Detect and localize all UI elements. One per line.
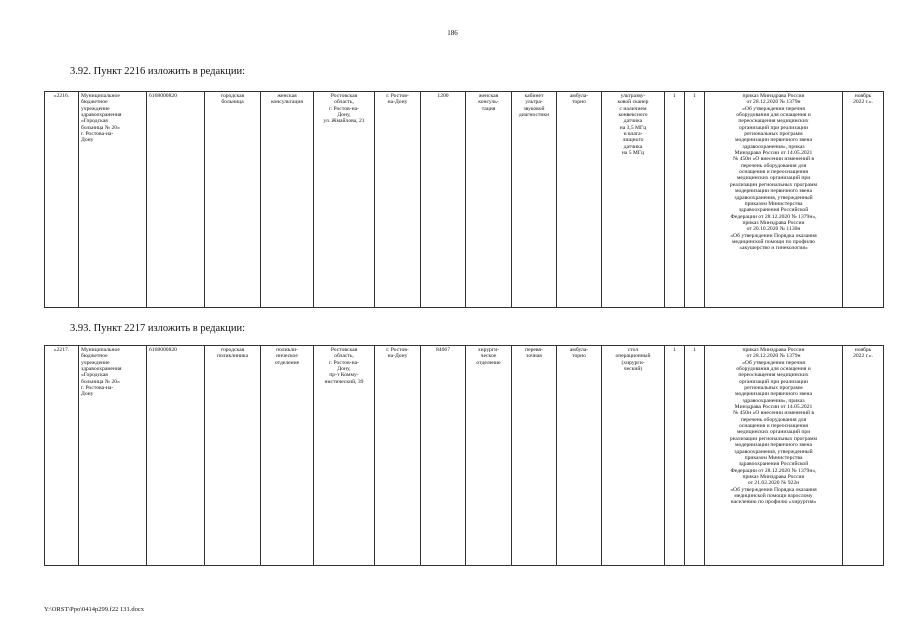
cell-equipment: стол операционный (хирурги- ческий) (602, 346, 665, 566)
cell-equipment: ультразву- ковой сканер с наличием конвексного датчика на 3,5 МГц и влага- лищного датчика на 5 МГц (602, 92, 665, 308)
cell-address: Ростовская область, г. Ростов-на- Дону, пр-т Комму- нистический, 39 (314, 346, 375, 566)
cell-unit: поликли- ническое отделение (261, 346, 314, 566)
cell-code: 1200 (421, 92, 466, 308)
footer-file-path: Y:\ORST\Ppo\0414p299.f22 131.docx (44, 606, 144, 613)
table-item-2216 (44, 91, 884, 308)
cell-basis: приказ Минздрава России от 28.12.2020 № 1379н «Об утверждении перечня оборудования для оснащения и переоснащения медицинских организаций при реализации региональных программ модернизации первичного звена здравоохранения», приказ Минздрава России от 14.05.2021 № 450н «О внесении изменений в перечень оборудования для оснащения и переоснащения медицинских организаций при реализации региональных программ модернизации первичного звена здравоохранения, утвержденный приказом Министерства здравоохранения Российской Федерации от 28.12.2020 № 1379н», приказ Минздрава России от 20.10.2020 № 1130н «Об утверждении Порядка оказания медицинской помощи по профилю «акушерство и гинекология» (705, 92, 843, 308)
cell-mode: амбула- торно (557, 346, 602, 566)
cell-qty2: 1 (685, 346, 705, 566)
table-row (45, 346, 884, 566)
cell-dept: женская консуль- тация (466, 92, 512, 308)
cell-mode: амбула- торно (557, 92, 602, 308)
cell-inn: 6168000820 (147, 346, 205, 566)
cell-qty2: 1 (685, 92, 705, 308)
cell-org: Муниципальное бюджетное учреждение здравоохранения «Городская больница № 20» г. Ростова-на- Дону (79, 346, 147, 566)
cell-date: ноябрь 2022 г.». (843, 346, 884, 566)
cell-room: кабинет ультра- звуковой диагностики (512, 92, 557, 308)
cell-city: г. Ростов- на-Дону (375, 346, 421, 566)
page-number: 186 (447, 29, 458, 37)
table-item-2217 (44, 345, 884, 566)
cell-type: городская больница (205, 92, 261, 308)
cell-city: г. Ростов- на-Дону (375, 92, 421, 308)
section-heading-3-92: 3.92. Пункт 2216 изложить в редакции: (70, 66, 245, 77)
cell-date: ноябрь 2022 г.». (843, 92, 884, 308)
cell-type: городская поликлиника (205, 346, 261, 566)
cell-inn: 6168000820 (147, 92, 205, 308)
cell-unit: женская консультация (261, 92, 314, 308)
cell-qty1: 1 (665, 346, 685, 566)
cell-room: перевя- зочная (512, 346, 557, 566)
cell-address: Ростовская область, г. Ростов-на- Дону, ул. Жмайлова, 21 (314, 92, 375, 308)
cell-basis: приказ Минздрава России от 28.12.2020 № 1379н «Об утверждении перечня оборудования для оснащения и переоснащения медицинских организаций при реализации региональных программ модернизации первичного звена здравоохранения», приказ Минздрава России от 14.05.2021 № 450н «О внесении изменений в перечень оборудования для оснащения и переоснащения медицинских организаций при реализации региональных программ модернизации первичного звена здравоохранения, утвержденный приказом Министерства здравоохранения Российской Федерации от 28.12.2020 № 1379н», приказ Минздрава России от 21.02.2020 № 922н «Об утверждении Порядка оказания медицинской помощи взрослому населению по профилю «хирургия» (705, 346, 843, 566)
cell-num: «2216. (45, 92, 79, 308)
section-heading-3-93: 3.93. Пункт 2217 изложить в редакции: (70, 323, 245, 334)
table-row (45, 92, 884, 308)
cell-org: Муниципальное бюджетное учреждение здравоохранения «Городская больница № 20» г. Ростова-на- Дону (79, 92, 147, 308)
cell-code: 84067 (421, 346, 466, 566)
cell-dept: хирурги- ческое отделение (466, 346, 512, 566)
cell-qty1: 1 (665, 92, 685, 308)
cell-num: «2217. (45, 346, 79, 566)
